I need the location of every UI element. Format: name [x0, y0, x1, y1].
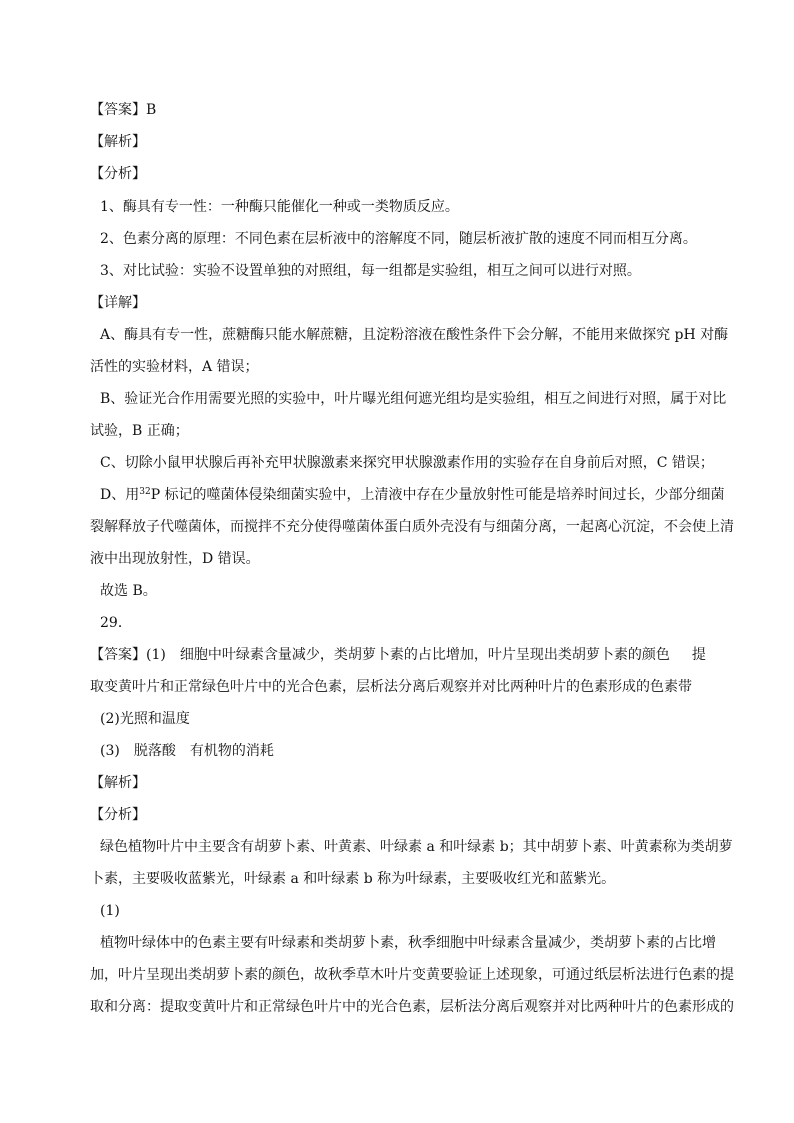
q28-detail-d-pre: D、用 [100, 487, 140, 503]
q29-sub-1-line2: 加，叶片呈现出类胡萝卜素的颜色，故秋季草木叶片变黄要验证上述现象，可通过纸层析法进行色素的提 [90, 967, 734, 983]
q28-detail-tag: 【详解】 [90, 295, 146, 311]
q29-fenxi-line1: 绿色植物叶片中主要含有胡萝卜素、叶黄素、叶绿素 a 和叶绿素 b；其中胡萝卜素、叶黄素称为类胡萝 [100, 839, 733, 855]
q28-detail-d-line2: 裂解释放子代噬菌体，而搅拌不充分使得噬菌体蛋白质外壳没有与细菌分离，一起离心沉淀，不会使上清 [90, 519, 734, 535]
q28-conclusion: 故选 B。 [100, 583, 157, 599]
q28-detail-a-line1: A、酶具有专一性，蔗糖酶只能水解蔗糖，且淀粉溶液在酸性条件下会分解，不能用来做探究 pH 对酶 [100, 327, 729, 343]
q29-answer-3-label: (3) [100, 743, 120, 759]
q29-answer-1c: 取变黄叶片和正常绿色叶片中的光合色素，层析法分离后观察并对比两种叶片的色素形成的色素带 [90, 679, 692, 695]
q29-sub-1-label: (1) [100, 903, 120, 919]
q29-analysis-tag: 【解析】 [90, 775, 146, 791]
q28-detail-d-post: P 标记的噬菌体侵染细菌实验中，上清液中存在少量放射性可能是培养时间过长，少部分细菌 [150, 487, 725, 503]
q28-point-3: 3、对比试验：实验不设置单独的对照组，每一组都是实验组，相互之间可以进行对照。 [100, 263, 641, 279]
q29-answer-2: (2)光照和温度 [100, 711, 190, 727]
q28-detail-c-line1: C、切除小鼠甲状腺后再补充甲状腺激素来探究甲状腺激素作用的实验存在自身前后对照，C 错误； [100, 455, 714, 471]
q28-detail-d-line3: 液中出现放射性，D 错误。 [90, 551, 260, 567]
q28-detail-d-line1 [100, 485, 725, 505]
q29-answer-line1 [90, 645, 706, 665]
q28-detail-a-line2: 活性的实验材料，A 错误； [90, 359, 259, 375]
q29-number: 29． [100, 615, 132, 631]
q29-sub-1-line1: 植物叶绿体中的色素主要有叶绿素和类胡萝卜素，秋季细胞中叶绿素含量减少，类胡萝卜素的占比增 [100, 935, 716, 951]
q29-answer-3 [100, 741, 274, 761]
q29-answer-3a: 脱落酸 [133, 743, 176, 759]
q29-answer-tag: 【答案】(1) [90, 647, 166, 663]
q29-answer-1a: 细胞中叶绿素含量减少，类胡萝卜素的占比增加，叶片呈现出类胡萝卜素的颜色 [179, 647, 670, 663]
q28-fenxi-tag: 【分析】 [90, 166, 146, 182]
q28-analysis-tag: 【解析】 [90, 134, 146, 150]
q28-detail-b-line1: B、验证光合作用需要光照的实验中，叶片曝光组何遮光组均是实验组，相互之间进行对照，属于对比 [100, 391, 727, 407]
q28-point-1: 1、酶具有专一性：一种酶只能催化一种或一类物质反应。 [100, 199, 459, 215]
q28-detail-d-superscript: 32 [139, 487, 151, 497]
q29-sub-1-line3: 取和分离：提取变黄叶片和正常绿色叶片中的光合色素，层析法分离后观察并对比两种叶片的色素形成的 [90, 999, 734, 1015]
q28-detail-b-line2: 试验，B 正确； [90, 423, 189, 439]
q28-answer-tag: 【答案】B [90, 102, 157, 118]
q29-answer-1b: 提 [691, 647, 706, 663]
q29-fenxi-line2: 卜素，主要吸收蓝紫光，叶绿素 a 和叶绿素 b 称为叶绿素，主要吸收红光和蓝紫光。 [90, 871, 616, 887]
q29-answer-3b: 有机物的消耗 [189, 743, 274, 759]
q29-fenxi-tag: 【分析】 [90, 807, 146, 823]
q28-point-2: 2、色素分离的原理：不同色素在层析液中的溶解度不同，随层析液扩散的速度不同而相互分离。 [100, 231, 697, 247]
